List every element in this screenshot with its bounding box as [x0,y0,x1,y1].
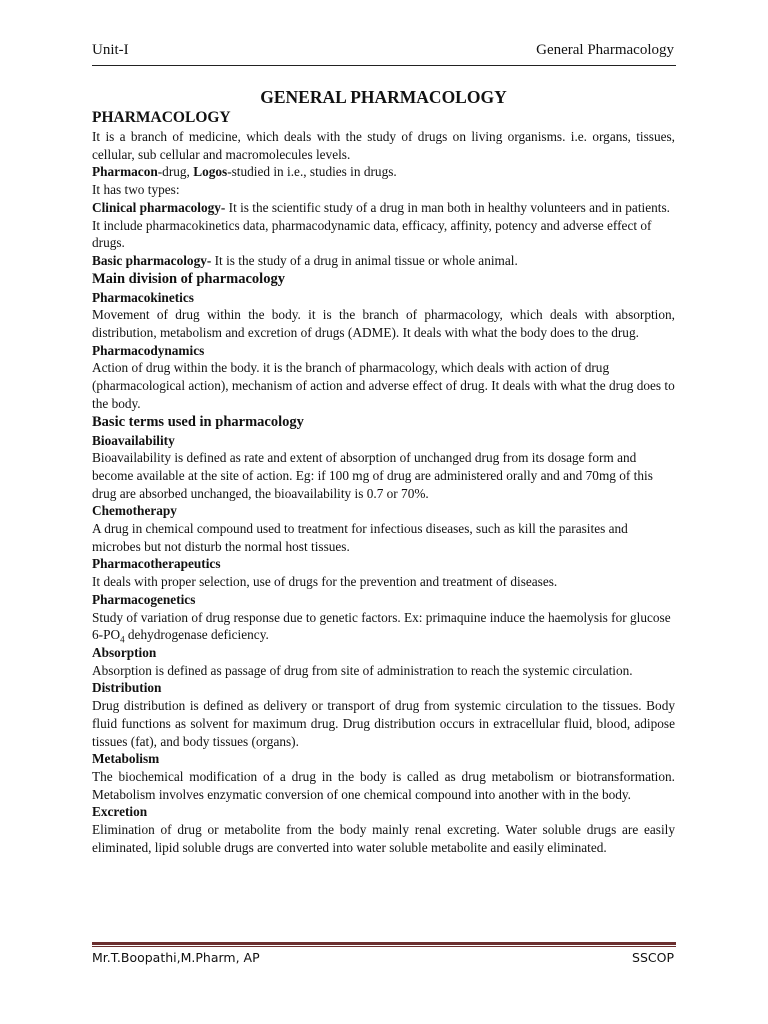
header-divider [92,65,676,66]
heading-excretion: Excretion [92,804,148,820]
heading-absorption: Absorption [92,644,157,660]
clinical-pharmacology-paragraph: Clinical pharmacology- It is the scientific study of a drug in man both in healthy volunteers and in patients. It include pharmacokinetics data, pharmacodynamic data, efficacy, affinity, potency and adverse effect of drugs. [92,199,670,251]
section-heading-main-division: Main division of pharmacology [92,270,285,287]
footer-institution: SSCOP [632,950,674,965]
heading-pharmacogenetics: Pharmacogenetics [92,591,196,607]
header-unit: Unit-I [92,42,129,58]
bioavailability-text: Bioavailability is defined as rate and extent of absorption of unchanged drug from its dosage form and become available at the site of action. Eg: if 100 mg of drug are administered orally and and 70mg of this drug are absorbed unchanged, the bioavailability is 0.7 or 70%. [92,450,653,501]
section-heading-pharmacology: PHARMACOLOGY [92,109,231,126]
excretion-text: Elimination of drug or metabolite from the body mainly renal excreting. Water soluble drugs are easily eliminated, lipid soluble drugs are converted into water soluble metabolite and easily eliminated. [92,822,675,855]
pharmacodynamics-text: Action of drug within the body. it is the branch of pharmacology, which deals with action of drug (pharmacological action), mechanism of action and adverse effect of drug. It deals with what the drug does to the body. [92,360,675,411]
pharmacogenetics-text: Study of variation of drug response due to genetic factors. Ex: primaquine induce the haemolysis for glucose $6-PO_4$ dehydrogenase deficiency. [92,609,671,645]
heading-pharmacotherapeutics: Pharmacotherapeutics [92,556,221,572]
term-clinical-pharmacology: Clinical pharmacology- [92,199,226,215]
pharmacology-definition: It is a branch of medicine, which deals with the study of drugs on living organisms. i.e. organs, tissues, cellular, sub cellular and macromolecules levels. [92,129,675,162]
heading-pharmacokinetics: Pharmacokinetics [92,289,194,305]
heading-metabolism: Metabolism [92,751,160,767]
footer-divider-thin [92,946,676,947]
etymology-line: Pharmacon-drug, Logos-studied in i.e., studies in drugs. [92,164,397,180]
term-basic-pharmacology: Basic pharmacology- [92,252,212,268]
two-types-line: It has two types: [92,182,180,198]
heading-distribution: Distribution [92,680,162,696]
heading-bioavailability: Bioavailability [92,432,175,448]
page-header [92,42,674,64]
document-title: GENERAL PHARMACOLOGY [260,87,507,107]
page-footer [92,950,674,965]
basic-pharmacology-paragraph: Basic pharmacology- It is the study of a drug in animal tissue or whole animal. [92,252,518,268]
heading-chemotherapy: Chemotherapy [92,503,177,519]
footer-author: Mr.T.Boopathi,M.Pharm, AP [92,950,260,965]
header-subject: General Pharmacology [536,42,674,58]
metabolism-text: The biochemical modification of a drug in the body is called as drug metabolism or biotransformation. Metabolism involves enzymatic conversion of one chemical compound into another with in the body. [92,768,675,802]
subscript-4: 4 [120,634,125,645]
heading-pharmacodynamics: Pharmacodynamics [92,342,205,358]
term-logos: Logos [193,164,228,180]
chemotherapy-text: A drug in chemical compound used to treatment for infectious diseases, such as kill the parasites and microbes but not disturb the normal host tissues. [92,521,628,554]
absorption-text: Absorption is defined as passage of drug from site of administration to reach the systemic circulation. [92,662,633,678]
footer-divider-thick [92,942,676,945]
section-heading-basic-terms: Basic terms used in pharmacology [92,413,304,430]
pharmacokinetics-text: Movement of drug within the body. it is the branch of pharmacology, which deals with absorption, distribution, metabolism and excretion of drugs (ADME). It deals with what the body does to the drug. [92,307,675,341]
term-pharmacon: Pharmacon [92,164,158,180]
pharmacotherapeutics-text: It deals with proper selection, use of drugs for the prevention and treatment of diseases. [92,574,558,590]
document-body [92,86,675,856]
distribution-text: Drug distribution is defined as delivery or transport of drug from systemic circulation to the tissues. Body fluid functions as solvent for maximum drug. Drug distribution occurs in extracellular fluid, blood, adipose tissues (fat), and body tissues (organs). [92,698,675,749]
